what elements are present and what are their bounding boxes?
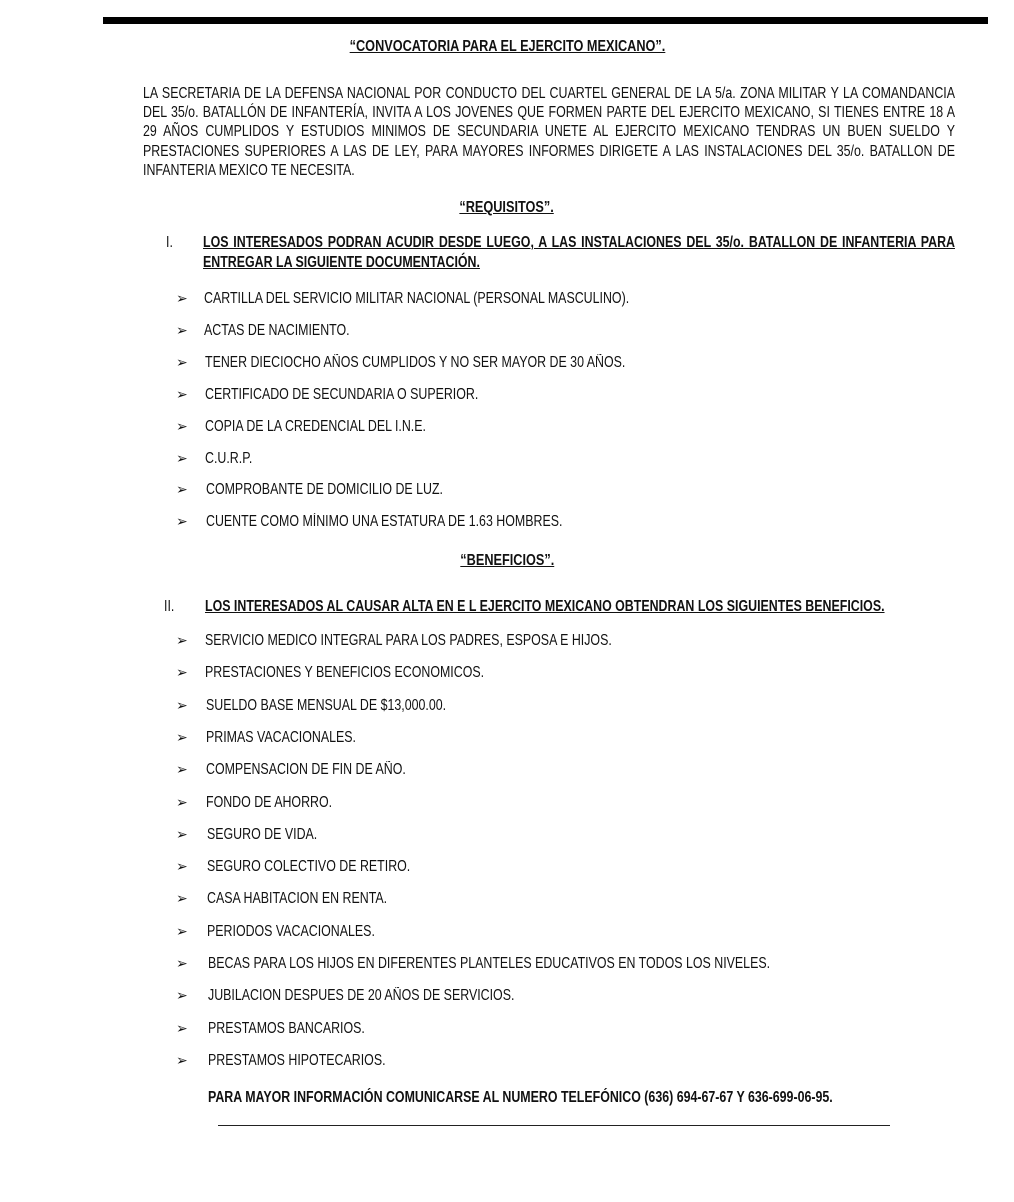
- footer-rule: [218, 1125, 890, 1126]
- bullet-arrow-icon: ➢: [176, 1051, 188, 1068]
- list-item: TENER DIECIOCHO AÑOS CUMPLIDOS Y NO SER MAYOR DE 30 AÑOS.: [204, 353, 625, 371]
- list-item: C.U.R.P.: [205, 449, 253, 467]
- bullet-arrow-icon: ➢: [176, 417, 188, 434]
- bullet-arrow-icon: ➢: [176, 481, 188, 498]
- list-item: COMPENSACION DE FIN DE AÑO.: [206, 761, 406, 779]
- list-item: SEGURO COLECTIVO DE RETIRO.: [206, 858, 410, 876]
- list-item: SEGURO DE VIDA.: [206, 825, 317, 843]
- list-item: SUELDO BASE MENSUAL DE $13,000.00.: [205, 696, 446, 714]
- bullet-arrow-icon: ➢: [176, 987, 188, 1004]
- bullet-arrow-icon: ➢: [176, 825, 188, 842]
- bullet-arrow-icon: ➢: [176, 321, 188, 338]
- list-item: PRIMAS VACACIONALES.: [205, 728, 356, 746]
- section-numeral: I.: [166, 234, 173, 251]
- list-item: CERTIFICADO DE SECUNDARIA O SUPERIOR.: [204, 385, 479, 403]
- list-item: PERIODOS VACACIONALES.: [207, 922, 376, 940]
- bullet-arrow-icon: ➢: [176, 890, 188, 907]
- bullet-arrow-icon: ➢: [176, 632, 188, 648]
- bullet-arrow-icon: ➢: [176, 1019, 188, 1036]
- beneficios-heading: “BENEFICIOS”.: [460, 552, 554, 569]
- bullet-arrow-icon: ➢: [176, 793, 188, 810]
- bullet-arrow-icon: ➢: [176, 290, 188, 306]
- bullet-arrow-icon: ➢: [176, 696, 188, 713]
- bullet-arrow-icon: ➢: [176, 761, 188, 778]
- bullet-arrow-icon: ➢: [176, 955, 188, 971]
- list-item: COMPROBANTE DE DOMICILIO DE LUZ.: [205, 481, 443, 499]
- bullet-arrow-icon: ➢: [176, 664, 188, 681]
- list-item: CUENTE COMO MÍNIMO UNA ESTATURA DE 1.63 HOMBRES.: [205, 513, 563, 531]
- list-item: CASA HABITACION EN RENTA.: [207, 890, 388, 908]
- list-item: SERVICIO MEDICO INTEGRAL PARA LOS PADRES, ESPOSA E HIJOS.: [205, 632, 612, 649]
- beneficios-lead: LOS INTERESADOS AL CAUSAR ALTA EN E L EJERCITO MEXICANO OBTENDRAN LOS SIGUIENTES BENEFICIOS.: [205, 598, 885, 615]
- list-item: PRESTAMOS HIPOTECARIOS.: [208, 1051, 386, 1069]
- bullet-arrow-icon: ➢: [176, 449, 188, 466]
- section-numeral: II.: [164, 598, 175, 615]
- header-rule: [103, 17, 988, 24]
- list-item: PRESTAMOS BANCARIOS.: [208, 1019, 365, 1037]
- list-item: BECAS PARA LOS HIJOS EN DIFERENTES PLANTELES EDUCATIVOS EN TODOS LOS NIVELES.: [207, 955, 770, 972]
- list-item: PRESTACIONES Y BENEFICIOS ECONOMICOS.: [205, 664, 485, 682]
- bullet-arrow-icon: ➢: [176, 858, 188, 875]
- bullet-arrow-icon: ➢: [176, 728, 188, 745]
- requisitos-heading: “REQUISITOS”.: [459, 199, 555, 216]
- bullet-arrow-icon: ➢: [176, 353, 188, 370]
- intro-paragraph: LA SECRETARIA DE LA DEFENSA NACIONAL POR CONDUCTO DEL CUARTEL GENERAL DE LA 5/a. ZONA MILITAR Y LA COMANDANCIA DEL 35/o. BATALLÓN DE INFANTERÍA, INVITA A LOS JOVENES QUE FORMEN PARTE DEL EJERCITO MEXICANO, SI TIENES ENTRE 18 A 29 AÑOS CUMPLIDOS Y ESTUDIOS MINIMOS DE SECUNDARIA UNETE AL EJERCITO MEXICANO TENDRAS UN BUEN SUELDO Y PRESTACIONES SUPERIORES A LAS DE LEY, PARA MAYORES INFORMES DIRIGETE A LAS INSTALACIONES DEL 35/o. BATALLON DE INFANTERIA MEXICO TE NECESITA.: [143, 85, 955, 179]
- list-item: CARTILLA DEL SERVICIO MILITAR NACIONAL (PERSONAL MASCULINO).: [204, 290, 630, 307]
- document-title: “CONVOCATORIA PARA EL EJERCITO MEXICANO”.: [349, 38, 665, 55]
- bullet-arrow-icon: ➢: [176, 513, 188, 530]
- requisitos-lead: LOS INTERESADOS PODRAN ACUDIR DESDE LUEGO, A LAS INSTALACIONES DEL 35/o. BATALLON DE INFANTERIA PARA ENTREGAR LA SIGUIENTE DOCUMENTACIÓN.: [203, 234, 955, 271]
- bullet-arrow-icon: ➢: [176, 385, 188, 402]
- list-item: COPIA DE LA CREDENCIAL DEL I.N.E.: [205, 417, 426, 435]
- bullet-arrow-icon: ➢: [176, 922, 188, 939]
- list-item: FONDO DE AHORRO.: [206, 793, 333, 811]
- list-item: ACTAS DE NACIMIENTO.: [204, 321, 350, 339]
- list-item: JUBILACION DESPUES DE 20 AÑOS DE SERVICIOS.: [207, 987, 515, 1005]
- contact-info: PARA MAYOR INFORMACIÓN COMUNICARSE AL NUMERO TELEFÓNICO (636) 694-67-67 Y 636-699-06-95.: [208, 1089, 833, 1106]
